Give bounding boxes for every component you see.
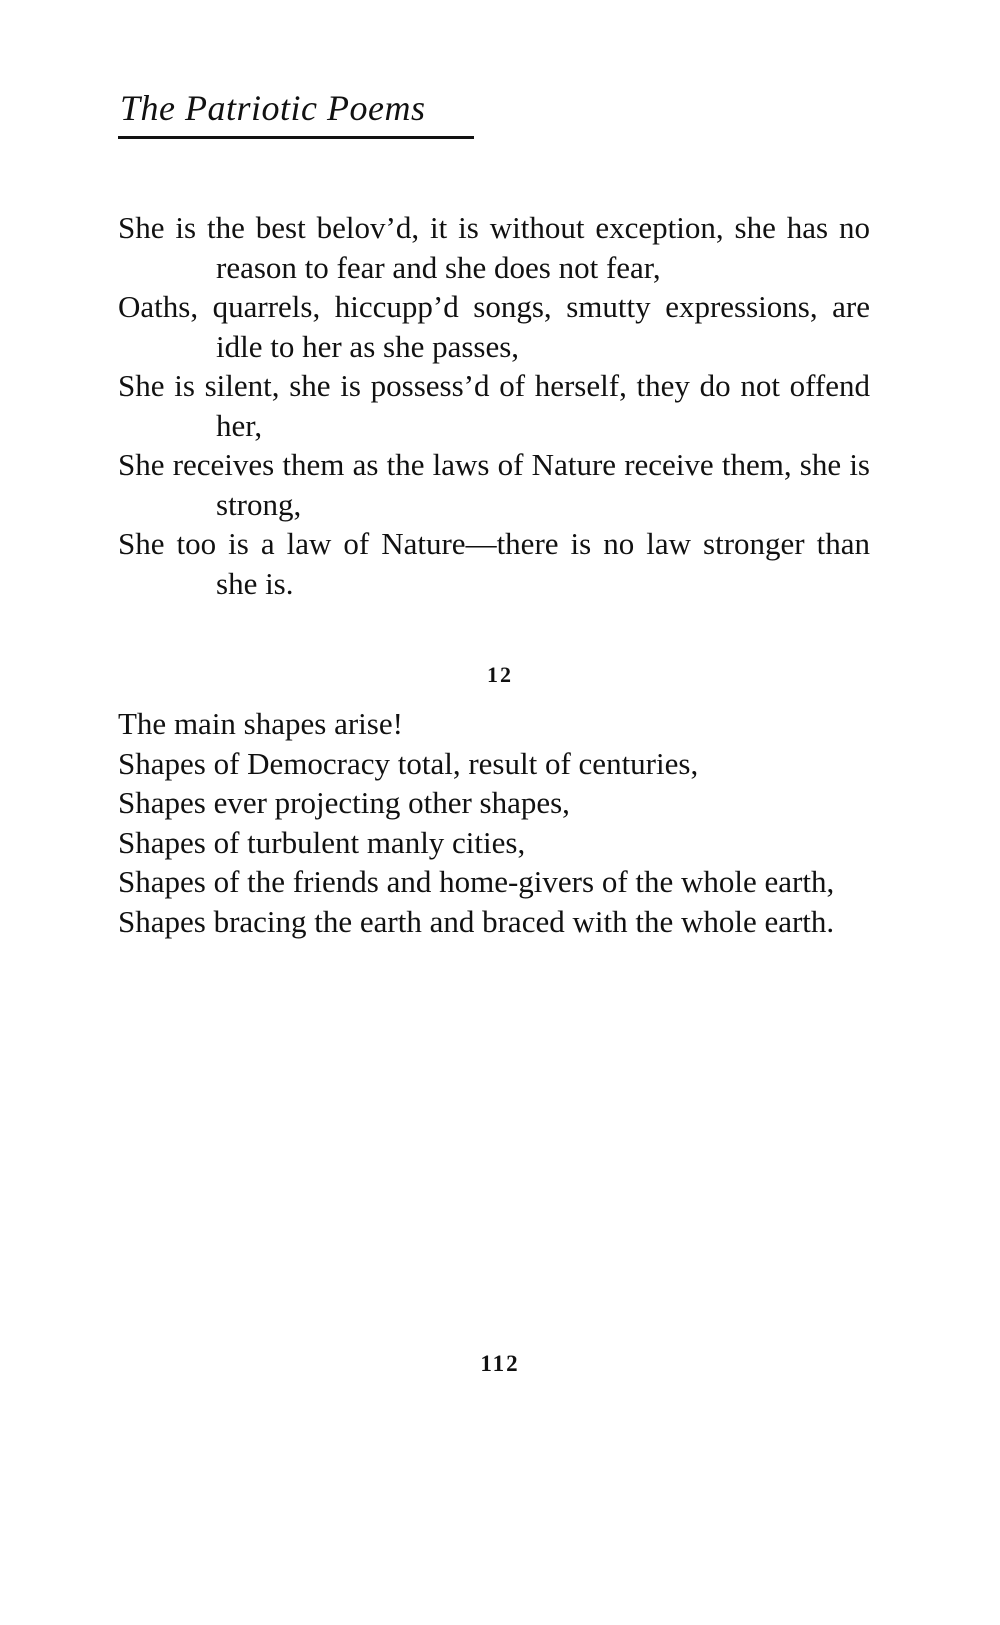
section-number: 12 (487, 662, 513, 687)
stanza-two (118, 704, 870, 941)
verse-line: She too is a law of Nature—there is no law stronger than she is. (118, 526, 870, 601)
page-number: 112 (480, 1351, 520, 1376)
verse-line: Shapes of turbulent manly cities, (118, 824, 526, 860)
verse-line: Shapes of Democracy total, result of centuries, (118, 745, 699, 781)
verse-line: She is the best belov’d, it is without exception, she has no reason to fear and she does not fear, (118, 210, 870, 285)
verse-line: Oaths, quarrels, hiccupp’d songs, smutty expressions, are idle to her as she passes, (118, 289, 870, 364)
verse-line: Shapes bracing the earth and braced with the whole earth. (118, 903, 835, 939)
verse-line: The main shapes arise! (118, 706, 403, 741)
running-head-rule (118, 136, 474, 139)
stanza-one (118, 208, 870, 603)
verse-line: Shapes ever projecting other shapes, (118, 785, 570, 820)
verse-line: She is silent, she is possess’d of herself, they do not offend her, (118, 368, 870, 443)
verse-line: Shapes of the friends and home-givers of the whole earth, (118, 864, 835, 899)
running-head: The Patriotic Poems (120, 88, 426, 128)
verse-line: She receives them as the laws of Nature receive them, she is strong, (118, 447, 870, 522)
